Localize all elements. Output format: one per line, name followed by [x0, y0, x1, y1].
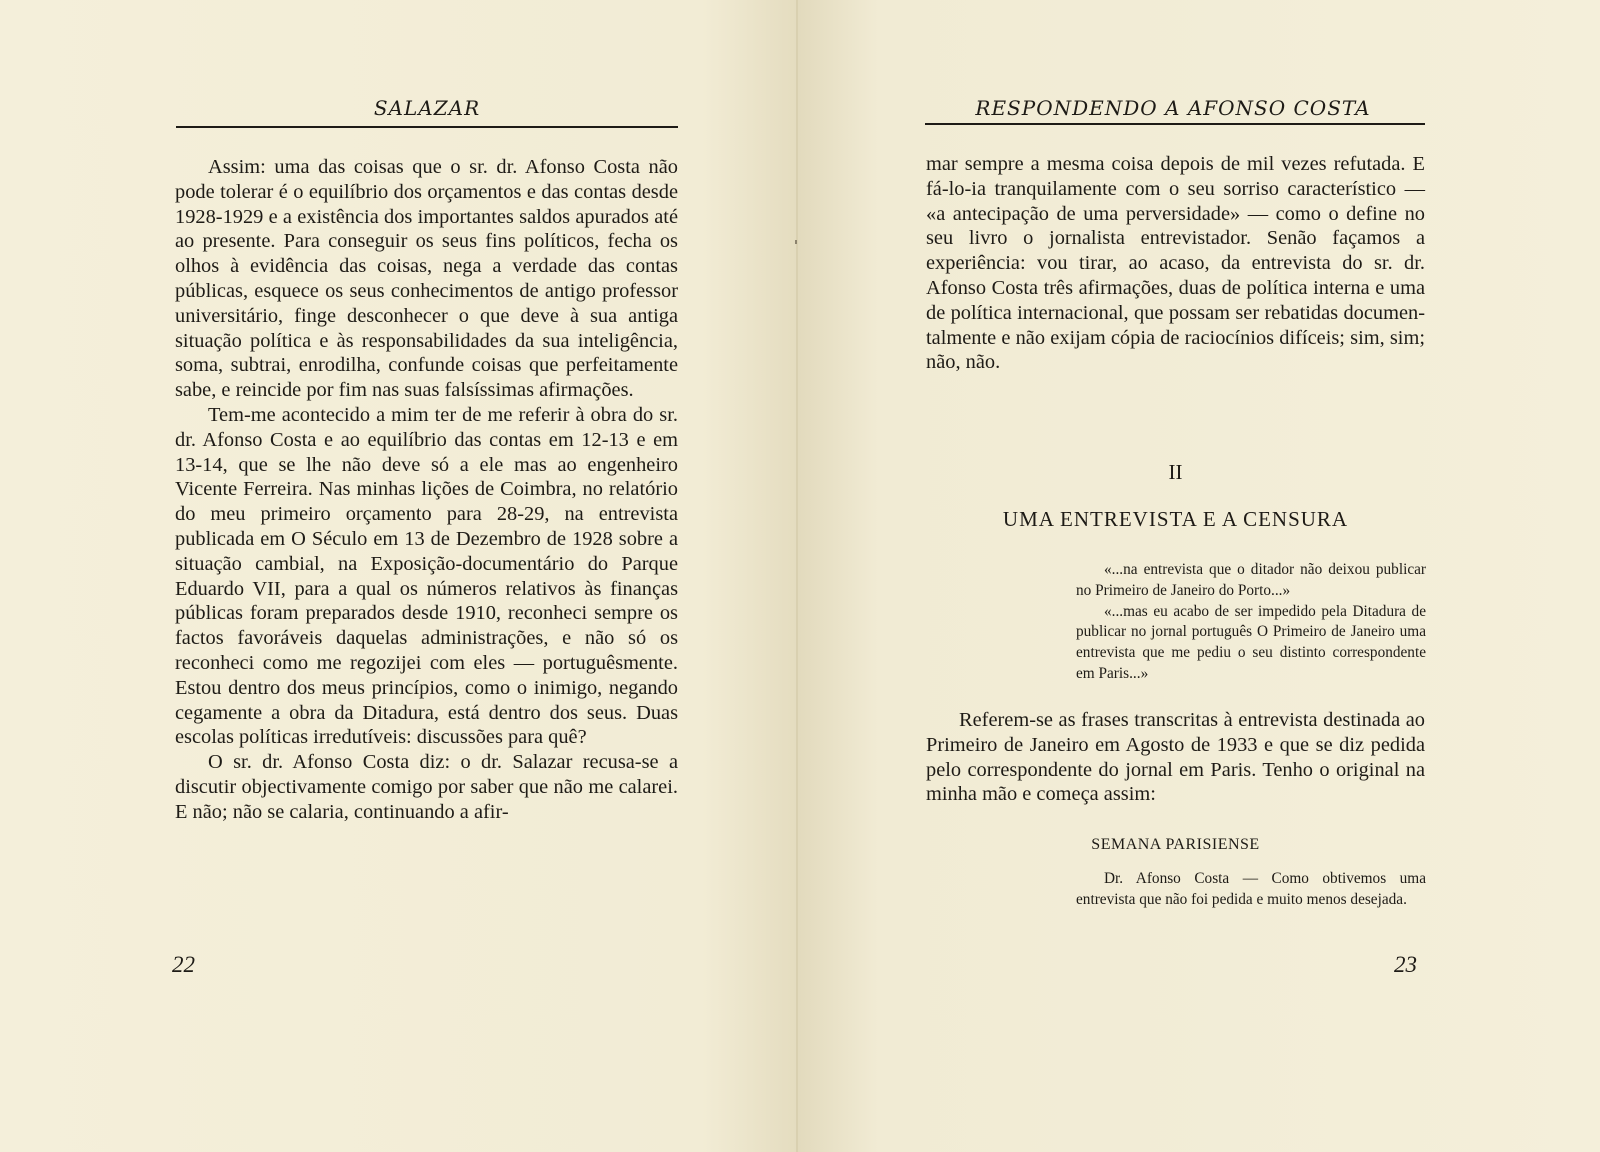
section-number: II [1168, 460, 1183, 484]
section-title: UMA ENTREVISTA E A CENSURA [1002, 507, 1349, 531]
header-rule-left [176, 126, 678, 128]
epigraph: «...mas eu acabo de ser impedido pela Ditadura de publicar no jornal português O Primeiro de Janeiro uma entrevista que me pediu o seu distinto correspondente em Paris...» [1076, 602, 1426, 682]
paragraph: Referem-se as frases transcritas à entrevista destinada ao Primeiro de Janeiro em Agosto de 1933 e que se diz pedida pelo correspondente do jornal em Paris. Tenho o original na minha mão e começa assim: [926, 709, 1425, 806]
right-page-body-2 [926, 708, 1425, 807]
running-header-left: SALAZAR [373, 96, 481, 120]
header-rule-right [925, 123, 1425, 125]
right-page-body [926, 152, 1425, 375]
quoted-block [1076, 868, 1426, 910]
paragraph: Tem-me acontecido a mim ter de me referir à obra do sr. dr. Afonso Costa e ao equilíbrio das contas em 12-13 e em 13-14, que se lhe não deve só a ele mas ao engenheiro Vicente Ferreira. Nas minhas lições de Coimbra, no relatório do meu primeiro orçamento para 28-29, na entrevista publicada em O Século em 13 de Dezembro de 1928 sobre a situação cambial, na Exposição-documentário do Parque Eduardo VII, para a qual os números relativos às finanças públicas foram preparados desde 1910, reconheci sempre os factos favoráveis daquelas administrações, e não só os reconheci como me regozijei com eles — portuguêsmente. Estou dentro dos meus princípios, como o inimigo, negando cegamente a obra da Ditadura, está dentro dos seus. Duas escolas políticas irredutíveis: discussões para quê? [175, 403, 678, 749]
quoted-text: Dr. Afonso Costa — Como obtivemos uma entrevista que não foi pedida e muito menos desejada. [1076, 870, 1426, 908]
epigraph-block [1076, 560, 1426, 685]
left-page-body [175, 155, 678, 825]
running-header-right: RESPONDENDO A AFONSO COSTA [975, 96, 1371, 120]
paragraph: Assim: uma das coisas que o sr. dr. Afonso Costa não pode tolerar é o equilíbrio dos orçamentos e das contas desde 1928-1929 e a existência dos importantes saldos apurados até ao presente. Para conseguir os seus fins políticos, fecha os olhos à evidência das coisas, nega a verdade das contas públicas, esquece os seus conhecimentos de antigo professor universitário, finge desconhecer o que deve à sua antiga situação política e às responsabilidades da sua inteligência, soma, subtrai, enrodilha, confunde coisas que perfeitamente sabe, e reincide por fim nas suas falsíssimas afirmações. [175, 156, 678, 402]
paragraph: O sr. dr. Afonso Costa diz: o dr. Salazar recusa-se a discutir objectivamente comigo por saber que não me calarei. E não; não se calaria, continuando a afir- [175, 751, 678, 823]
right-page [798, 0, 1600, 1152]
gutter-mark [795, 240, 797, 244]
page-number-right: 23 [1394, 952, 1417, 977]
page-number-left: 22 [172, 952, 195, 977]
epigraph: «...na entrevista que o ditador não deixou publicar no Primeiro de Janeiro do Porto...» [1076, 561, 1426, 599]
left-page [0, 0, 798, 1152]
paragraph: mar sempre a mesma coisa depois de mil vezes refutada. E fá-lo-ia tranquilamente com o seu sorriso característico — «a antecipação de uma perversidade» — como o define no seu livro o jornalista entrevistador. Senão façamos a experiência: vou tirar, ao acaso, da entrevista do sr. dr. Afonso Costa três afirmações, duas de política interna e uma de política internacional, que possam ser rebatidas documentalmente e não exijam cópia de raciocínios difíceis; sim, sim; não, não. [926, 153, 1425, 374]
subheading: SEMANA PARISIENSE [1091, 836, 1260, 853]
